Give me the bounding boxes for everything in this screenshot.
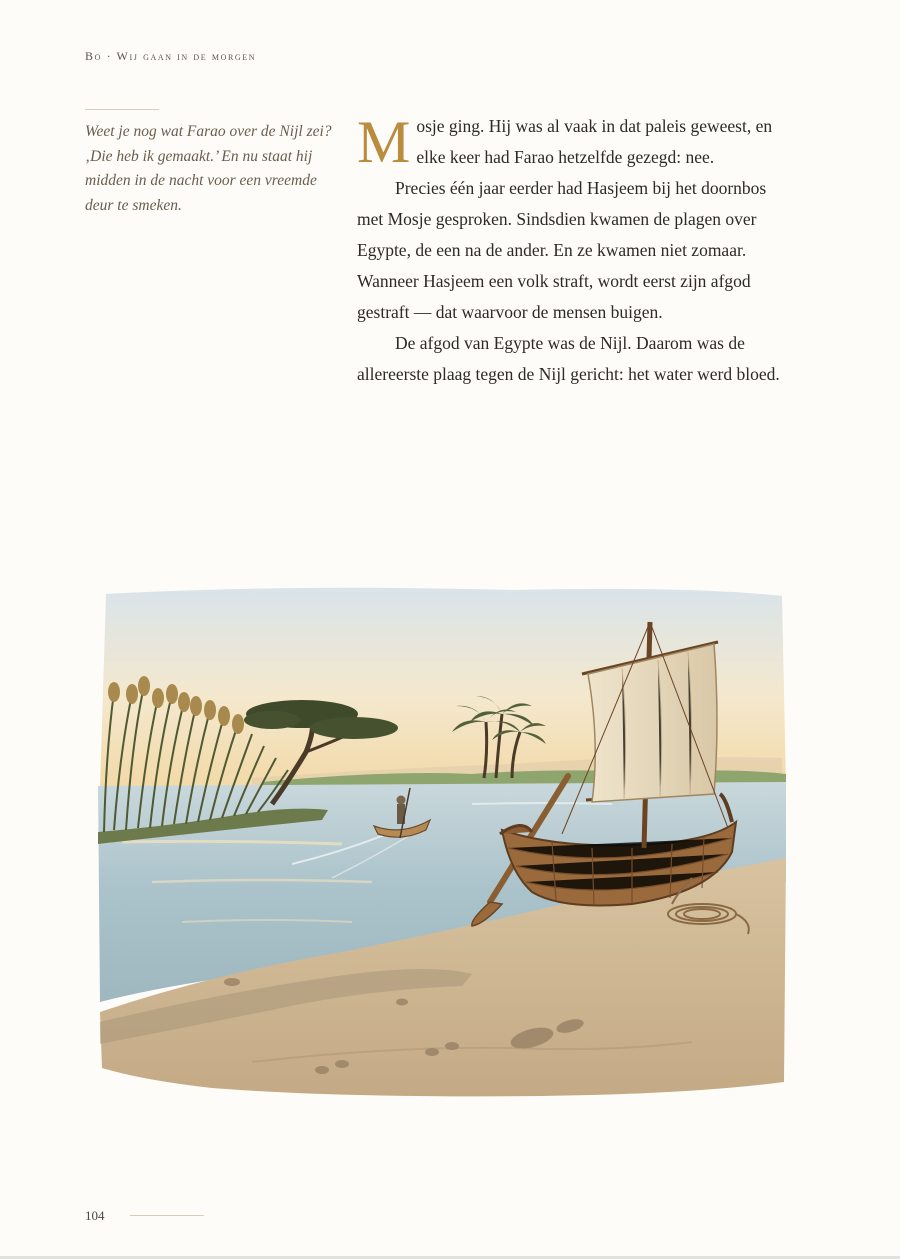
- paragraph-1-text: osje ging. Hij was al vaak in dat paleis geweest, en elke keer had Farao hetzelfde gezegd: nee.: [416, 116, 773, 167]
- paragraph-3: De afgod van Egypte was de Nijl. Daarom was de allereerste plaag tegen de Nijl gericht: het water werd bloed.: [357, 333, 780, 384]
- page-number: 104: [85, 1208, 105, 1223]
- paragraph-2: Precies één jaar eerder had Hasjeem bij het doornbos met Mosje gesproken. Sindsdien kwamen de plagen over Egypte, de een na de ander. En ze kwamen niet zomaar. Wanneer Hasjeem een volk straft, wordt eerst zijn afgod gestraft — dat waarvoor de mensen buigen.: [357, 178, 767, 322]
- body-text: [357, 111, 782, 390]
- paragraph-1: [357, 111, 782, 173]
- sidenote-rule: [85, 109, 159, 110]
- running-head: Bo · Wij gaan in de morgen: [85, 49, 257, 63]
- sidenote: [85, 120, 340, 218]
- nile-boat-illustration: [92, 582, 790, 1104]
- footer-rule: [130, 1215, 204, 1216]
- drop-cap: M: [357, 109, 411, 175]
- sidenote-text: Weet je nog wat Farao over de Nijl zei? ‚Die heb ik gemaakt.’ En nu staat hij midden in de nacht voor een vreemde deur te smeken.: [85, 123, 332, 214]
